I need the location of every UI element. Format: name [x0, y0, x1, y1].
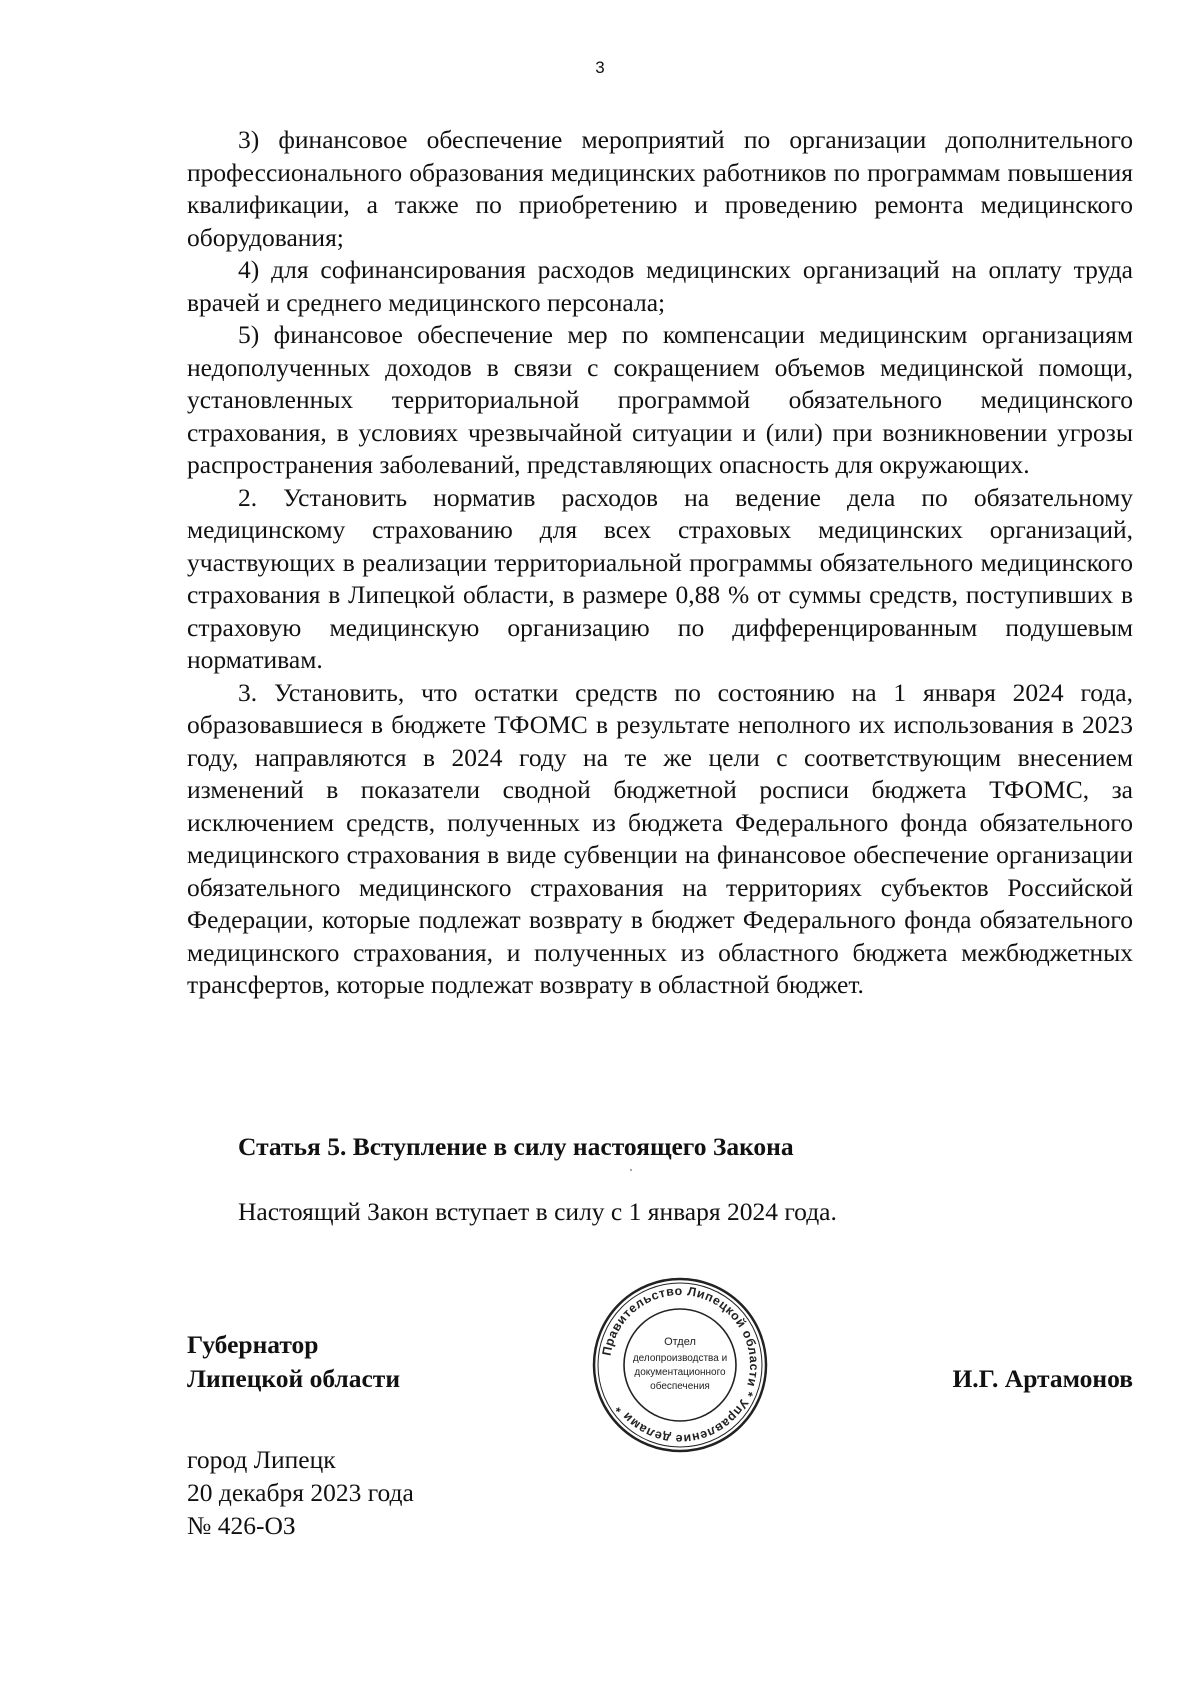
paragraph-item-5: 5) финансовое обеспечение мер по компенсации медицинским организациям недополученных доходов в связи с сокращением объемов медицинской помощи, установленных территориальной программой обязательного медицинского страхования, в условиях чрезвычайной ситуации и (или) при возникновении угрозы распространения заболеваний, представляющих опасность для окружающих. — [187, 320, 1133, 479]
stamp-inner-line4: обеспечения — [650, 1381, 710, 1392]
paragraph-item-3: 3) финансовое обеспечение мероприятий по организации дополнительного профессионального образования медицинских работников по программам повышения квалификации, а также по приобретению и проведению ремонта медицинского оборудования; — [187, 125, 1133, 252]
stamp-inner-line3: документационного — [634, 1367, 726, 1378]
article-text: Настоящий Закон вступает в силу с 1 января 2024 года. — [238, 1197, 837, 1226]
signer-title-line1: Губернатор — [187, 1330, 319, 1359]
page-number: 3 — [595, 58, 605, 77]
footer-city: город Липецк — [187, 1445, 336, 1474]
stamp-inner-line2: делопроизводства и — [632, 1353, 728, 1364]
official-stamp — [590, 1275, 770, 1455]
footer-law-number: № 426-ОЗ — [187, 1511, 296, 1540]
signer-name: И.Г. Артамонов — [952, 1364, 1133, 1393]
stamp-inner-line1: Отдел — [664, 1336, 696, 1348]
paragraph-item-4: 4) для софинансирования расходов медицинских организаций на оплату труда врачей и среднего медицинского персонала; — [187, 255, 1133, 317]
scan-artifact — [630, 1169, 632, 1171]
footer-date: 20 декабря 2023 года — [187, 1478, 414, 1507]
paragraph-point-3: 3. Установить, что остатки средств по состоянию на 1 января 2024 года, образовавшиеся в бюджете ТФОМС в результате неполного их использования в 2023 году, направляются в 2024 году на те же цели с соответствующим внесением изменений в показатели сводной бюджетной росписи бюджета ТФОМС, за исключением средств, полученных из бюджета Федерального фонда обязательного медицинского страхования в виде субвенции на финансовое обеспечение организации обязательного медицинского страхования на территориях субъектов Российской Федерации, которые подлежат возврату в бюджет Федерального фонда обязательного медицинского страхования, и полученных из областного бюджета межбюджетных трансфертов, которые подлежат возврату в областной бюджет. — [187, 677, 1133, 999]
article-heading: Статья 5. Вступление в силу настоящего Закона — [238, 1132, 794, 1161]
document-body — [187, 124, 1133, 1002]
stamp-outer-text: Правительство Липецкой области * Управление делами * — [599, 1283, 762, 1447]
document-footer — [187, 1443, 414, 1542]
signer-title-line2: Липецкой области — [187, 1364, 401, 1393]
paragraph-point-2: 2. Установить норматив расходов на ведение дела по обязательному медицинскому страхованию для всех страховых медицинских организаций, участвующих в реализации территориальной программы обязательного медицинского страхования в Липецкой области, в размере 0,88 % от суммы средств, поступивших в страховую медицинскую организацию по дифференцированным подушевым нормативам. — [187, 482, 1133, 674]
signer-title — [187, 1328, 400, 1396]
